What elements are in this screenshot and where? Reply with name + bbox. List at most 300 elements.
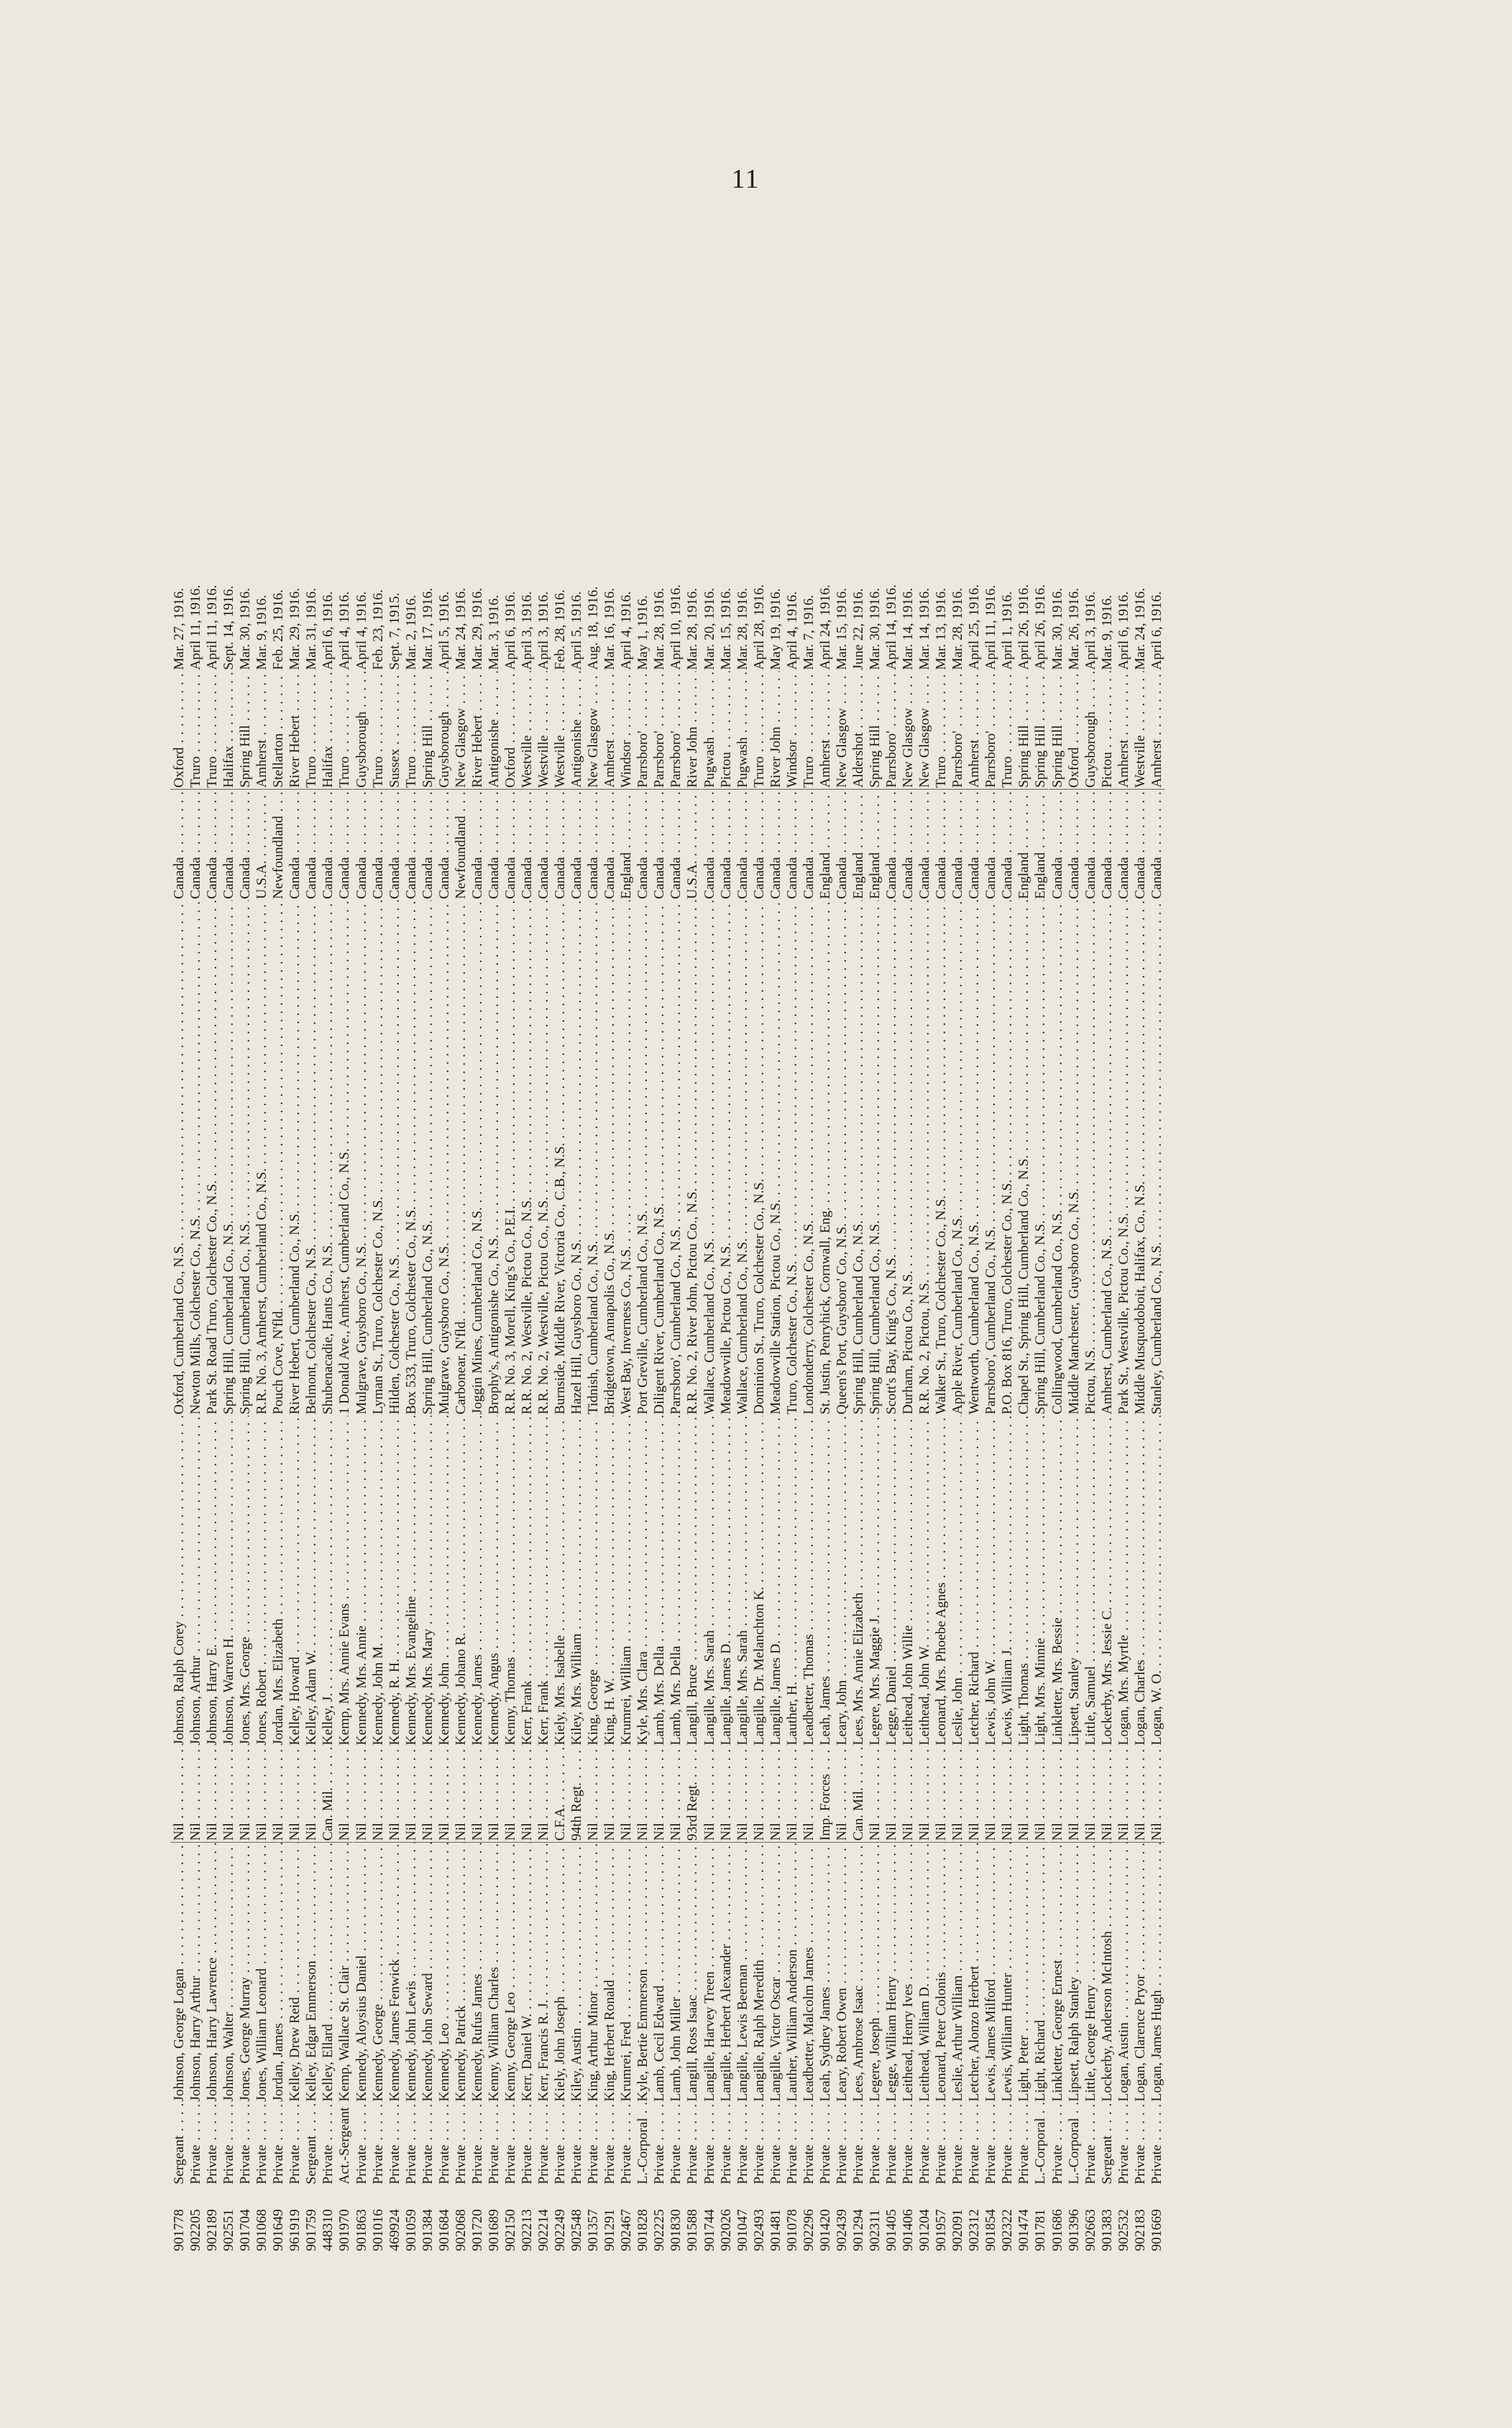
next-of-kin-cell: Kennedy, Angus . . . [485,1416,502,1747]
rank-cell: Private . . . [899,2103,916,2186]
enlistment-date-cell: April 11, 1916. [187,585,204,670]
table-row [535,216,551,2252]
regimental-number-cell: 902205 [187,2209,204,2251]
next-of-kin-cell: Little, Samuel . . . [1082,1416,1099,1747]
birth-country-cell: Canada . . . [634,789,651,900]
former-corps-cell: Nil . . . [336,1747,352,1842]
enlistment-place-cell: Truro . . . [933,671,949,789]
birth-country-cell: Canada . . . [833,789,850,900]
soldier-name-cell: King, Herbert Ronald . . . [601,1842,618,2103]
enlistment-date-cell: Mar. 26, 1916. [1065,588,1081,670]
birth-country-cell: Canada . . . [883,789,899,900]
enlistment-place-cell: Stellarton . . . [270,671,286,789]
enlistment-place-cell: Truro . . . [751,671,767,789]
rank-cell: Private . . . [883,2103,899,2186]
birth-country-cell: Canada . . . [1082,789,1099,900]
next-of-kin-cell: Light, Mrs. Minnie . . . [1032,1416,1048,1747]
former-corps-cell: Can. Mil. . . . [319,1747,336,1842]
enlistment-date-cell: April 14, 1916. [883,584,899,670]
enlistment-date-cell: Feb. 25, 1916. [270,589,286,670]
table-row [170,216,187,2252]
regimental-number-cell: 901778 [170,2209,187,2251]
table-row [618,216,634,2252]
next-of-kin-cell: Logan, Mrs. Myrtle . . . [1115,1416,1132,1747]
enlistment-place-cell: Aldershot . . . [850,671,866,789]
rank-cell: Private . . . [319,2103,336,2186]
table-row [667,216,684,2252]
birth-country-cell: Canada . . . [303,789,319,900]
kin-address-cell: Spring Hill, Cumberland Co., N.S. . . . [866,900,883,1416]
kin-address-cell: 1 Donald Ave., Amherst, Cumberland Co., N.S. . . . [336,900,352,1416]
next-of-kin-cell: Leary, John . . . [833,1416,850,1747]
kin-address-cell: Stanley, Cumberland Co., N.S. . . . [1148,900,1165,1416]
former-corps-cell: Nil . . . [634,1747,651,1842]
next-of-kin-cell: Kyle, Mrs. Clara . . . [634,1416,651,1747]
rank-cell: Private . . . [237,2103,253,2186]
rank-cell: Private . . . [800,2103,817,2186]
birth-country-cell: Canada . . . [386,789,403,900]
kin-address-cell: Wallace, Cumberland Co., N.S. . . . [701,900,718,1416]
rank-cell: Private . . . [270,2103,286,2186]
soldier-name-cell: Leslie, Arthur William . . . [949,1842,966,2103]
regimental-number-cell: 901854 [982,2209,999,2251]
table-row [701,216,718,2252]
former-corps-cell: Nil . . . [718,1747,734,1842]
soldier-name-cell: Legge, William Henry . . . [883,1842,899,2103]
next-of-kin-cell: Johnson, Arthur . . . [187,1416,204,1747]
next-of-kin-cell: Langille, Mrs. Sarah . . . [701,1416,718,1747]
regimental-number-cell: 902249 [551,2209,568,2251]
kin-address-cell: Bridgetown, Annapolis Co., N.S. . . . [601,900,618,1416]
rank-cell: Private . . . [436,2103,452,2186]
kin-address-cell: Wentworth, Cumberland Co., N.S. . . . [966,900,982,1416]
next-of-kin-cell: Kennedy, John M. . . . [370,1416,386,1747]
soldier-name-cell: Logan, James Hugh . . . [1148,1842,1165,2103]
enlistment-place-cell: Truro . . . [999,671,1015,789]
regimental-number-cell: 902183 [1131,2209,1148,2251]
soldier-name-cell: Kennedy, Rufus James . . . [469,1842,485,2103]
rank-cell: Private . . . [767,2103,784,2186]
next-of-kin-cell: Kennedy, Mrs. Evangeline . . . [403,1416,419,1747]
former-corps-cell: Nil . . . [601,1747,618,1842]
soldier-name-cell: Jordan, James . . . [270,1842,286,2103]
rank-cell: Private . . . [502,2103,518,2186]
table-row [982,216,999,2252]
former-corps-cell: Nil . . . [966,1747,982,1842]
birth-country-cell: England . . . [1015,789,1032,900]
soldier-name-cell: Johnson, George Logan . . . [170,1842,187,2103]
kin-address-cell: Collingwood, Cumberland Co., N.S. . . . [1049,900,1065,1416]
former-corps-cell: Nil . . . [353,1747,370,1842]
former-corps-cell: Nil . . . [651,1747,667,1842]
enlistment-date-cell: Mar. 3, 1916. [485,595,501,670]
regimental-number-cell: 901970 [336,2209,352,2251]
former-corps-cell: Nil . . . [253,1747,270,1842]
enlistment-place-cell: New Glasgow . . . [899,671,916,789]
next-of-kin-cell: Kenny, Thomas . . . [502,1416,518,1747]
soldier-name-cell: Kennedy, John Seward . . . [419,1842,436,2103]
enlistment-place-cell: Spring Hill . . . [1049,671,1065,789]
birth-country-cell: Canada . . . [502,789,518,900]
kin-address-cell: Lyman St., Truro, Colchester Co., N.S. . . . [370,900,386,1416]
table-row [634,216,651,2252]
birth-country-cell: Canada . . . [751,789,767,900]
soldier-name-cell: Kemp, Wallace St. Clair . . . [336,1842,352,2103]
next-of-kin-cell: Kelley, Adam W. . . . [303,1416,319,1747]
table-row [916,216,933,2252]
enlistment-date-cell: Mar. 30, 1916. [866,588,882,670]
rank-cell: Private . . . [1082,2103,1099,2186]
enlistment-date-cell: April 10, 1916. [667,584,684,670]
rank-cell: Private . . . [966,2103,982,2186]
regimental-number-cell: 901291 [601,2209,618,2251]
next-of-kin-cell: Johnson, Harry E. . . . [204,1416,220,1747]
regimental-number-cell: 902439 [833,2209,849,2251]
enlistment-date-cell: April 6, 1916. [501,591,518,670]
soldier-name-cell: Johnson, Walter . . . [220,1842,237,2103]
regimental-number-cell: 902225 [651,2209,667,2251]
regimental-number-cell: 902091 [949,2209,966,2251]
birth-country-cell: Canada . . . [319,789,336,900]
regimental-number-cell: 901078 [783,2209,800,2251]
soldier-name-cell: Leadbetter, Malcolm James . . . [800,1842,817,2103]
enlistment-date-cell: May 1, 1916. [634,595,651,670]
table-row [403,216,419,2252]
regimental-number-cell: 901406 [899,2209,916,2251]
former-corps-cell: Nil . . . [1032,1747,1048,1842]
enlistment-date-cell: Aug. 18, 1916. [585,586,601,670]
former-corps-cell: Nil . . . [618,1747,634,1842]
regimental-number-cell: 901016 [369,2209,385,2251]
rank-cell: Private . . . [817,2103,833,2186]
rank-cell: Private . . . [386,2103,403,2186]
next-of-kin-cell: Logan, Charles . . . [1132,1416,1148,1747]
next-of-kin-cell: Lockerby, Mrs. Jessie C. . . . [1099,1416,1115,1747]
kin-address-cell: R.R. No. 3, Amherst, Cumberland Co., N.S. . . . [253,900,270,1416]
enlistment-date-cell: Sept. 7, 1915. [385,592,402,670]
kin-address-cell: Parrsboro', Cumberland Co., N.S. . . . [982,900,999,1416]
enlistment-place-cell: Spring Hill . . . [1015,671,1032,789]
rank-cell: Private . . . [1049,2103,1065,2186]
soldier-name-cell: Kelley, Ellard . . . [319,1842,336,2103]
kin-address-cell: Brophy's, Antigonishe Co., N.S. . . . [485,900,502,1416]
regimental-number-cell: 901059 [402,2209,419,2251]
enlistment-date-cell: April 3, 1916. [535,591,551,670]
regimental-number-cell: 902532 [1114,2209,1131,2251]
kin-address-cell: Pouch Cove, N'fld. . . . [270,900,286,1416]
soldier-name-cell: Kerr, Francis R. J. . . . [535,1842,551,2103]
table-row [485,216,502,2252]
regimental-number-cell: 901383 [1098,2209,1114,2251]
enlistment-place-cell: Sussex . . . [386,671,403,789]
enlistment-date-cell: Feb. 23, 1916. [369,589,385,670]
enlistment-date-cell: May 19, 1916. [766,588,783,670]
rank-cell: Private . . . [286,2103,303,2186]
soldier-name-cell: Kennedy, John Lewis . . . [403,1842,419,2103]
kin-address-cell: Meadowville, Pictou Co., N.S. . . . [718,900,734,1416]
table-row [270,216,286,2252]
kin-address-cell: Spring Hill, Cumberland Co., N.S. . . . [237,900,253,1416]
table-row [751,216,767,2252]
kin-address-cell: Truro, Colchester Co., N.S. . . . [784,900,800,1416]
kin-address-cell: Spring Hill, Cumberland Co., N.S. . . . [850,900,866,1416]
soldier-name-cell: Lamb, John Miller . . . [667,1842,684,2103]
kin-address-cell: Tidnish, Cumberland Co., N.S. . . . [585,900,601,1416]
kin-address-cell: Burnside, Middle River, Victoria Co., C.B., N.S. . . . [551,900,568,1416]
kin-address-cell: R.R. No. 2, Westville, Pictou Co., N.S. . . . [535,900,551,1416]
table-row [817,216,833,2252]
next-of-kin-cell: Letcher, Richard . . . [966,1416,982,1747]
regimental-number-cell: 902548 [568,2209,585,2251]
birth-country-cell: Canada . . . [469,789,485,900]
next-of-kin-cell: Legere, Mrs. Maggie J. . . . [866,1416,883,1747]
regimental-number-cell: 901863 [352,2209,369,2251]
enlistment-date-cell: Sept. 14, 1916. [220,585,237,670]
soldier-name-cell: Linkletter, George Ernest . . . [1049,1842,1065,2103]
rank-cell: Private . . . [535,2103,551,2186]
enlistment-date-cell: April 5, 1916. [568,591,585,670]
enlistment-date-cell: Mar. 28, 1916. [949,588,966,670]
birth-country-cell: Canada . . . [916,789,933,900]
soldier-name-cell: Logan, Austin . . . [1115,1842,1132,2103]
rank-cell: Private . . . [220,2103,237,2186]
soldier-name-cell: Kenny, William Charles . . . [485,1842,502,2103]
kin-address-cell: R.R. No. 2, River John, Pictou Co., N.S. . . . [684,900,700,1416]
enlistment-place-cell: Westville . . . [518,671,535,789]
enlistment-place-cell: Truro . . . [336,671,352,789]
enlistment-place-cell: Halifax . . . [319,671,336,789]
rank-cell: Sergeant . . . [1099,2103,1115,2186]
enlistment-date-cell: Mar. 27, 1916. [170,588,187,670]
soldier-name-cell: Kelley, Edgar Emmerson . . . [303,1842,319,2103]
kin-address-cell: St. Justin, Penryhick, Cornwall, Eng. . . . [817,900,833,1416]
birth-country-cell: Canada . . . [1115,789,1132,900]
regimental-number-cell: 902467 [618,2209,634,2251]
birth-country-cell: Canada . . . [982,789,999,900]
enlistment-place-cell: Amherst . . . [253,671,270,789]
table-row [933,216,949,2252]
enlistment-date-cell: Mar. 14, 1916. [899,588,916,670]
table-row [452,216,469,2252]
kin-address-cell: Mulgrave, Guysboro Co., N.S. . . . [436,900,452,1416]
regimental-number-cell: 901420 [816,2209,833,2251]
enlistment-place-cell: River John . . . [767,671,784,789]
table-row [518,216,535,2252]
birth-country-cell: Canada . . . [535,789,551,900]
enlistment-date-cell: April 26, 1916. [1032,584,1048,670]
birth-country-cell: Canada . . . [1099,789,1115,900]
table-row [883,216,899,2252]
birth-country-cell: U.S.A. . . . [684,789,700,900]
enlistment-date-cell: April 11, 1916. [204,585,220,670]
next-of-kin-cell: Langille, Mrs. Sarah . . . [734,1416,751,1747]
former-corps-cell: Nil . . . [1148,1747,1165,1842]
rank-cell: Private . . . [518,2103,535,2186]
soldier-name-cell: Kerr, Daniel W. . . . [518,1842,535,2103]
enlistment-place-cell: Antigonishe . . . [485,671,502,789]
regimental-number-cell: 901686 [1048,2209,1065,2251]
former-corps-cell: Can. Mil. . . . [850,1747,866,1842]
table-row [684,216,700,2252]
enlistment-date-cell: Mar. 24, 1916. [452,588,468,670]
birth-country-cell: England . . . [850,789,866,900]
regimental-number-cell: 469924 [385,2209,402,2251]
rank-cell: Private . . . [568,2103,585,2186]
enlistment-date-cell: April 4, 1916. [336,591,352,670]
soldier-name-cell: Leithead, Henry Ives . . . [899,1842,916,2103]
enlistment-place-cell: River Hebert . . . [469,671,485,789]
regimental-number-cell: 902026 [717,2209,733,2251]
enlistment-date-cell: Mar. 20, 1916. [700,588,717,670]
former-corps-cell: Nil . . . [303,1747,319,1842]
next-of-kin-cell: Johnson, Warren H. . . . [220,1416,237,1747]
birth-country-cell: Canada . . . [1065,789,1082,900]
table-row [1148,216,1165,2252]
enlistment-date-cell: Mar. 28, 1916. [684,588,700,670]
birth-country-cell: England . . . [1032,789,1048,900]
birth-country-cell: Canada . . . [403,789,419,900]
enlistment-place-cell: Amherst . . . [817,671,833,789]
next-of-kin-cell: Langille, James D. . . . [718,1416,734,1747]
soldier-name-cell: Kennedy, George . . . [370,1842,386,2103]
enlistment-place-cell: Truro . . . [204,671,220,789]
enlistment-date-cell: April 4, 1916. [618,591,634,670]
regimental-number-cell: 961919 [286,2209,303,2251]
former-corps-cell: 94th Regt. . . . [568,1747,585,1842]
birth-country-cell: Canada . . . [949,789,966,900]
birth-country-cell: Canada . . . [718,789,734,900]
enlistment-date-cell: April 6, 1916. [1114,591,1131,670]
regimental-number-cell: 901047 [733,2209,750,2251]
soldier-name-cell: Leonard, Peter Colonis . . . [933,1842,949,2103]
regimental-number-cell: 901649 [270,2209,286,2251]
kin-address-cell: Amherst, Cumberland Co., N.S. . . . [1099,900,1115,1416]
next-of-kin-cell: Langill, Bruce . . . [684,1416,700,1747]
enlistment-place-cell: River Hebert . . . [286,671,303,789]
enlistment-place-cell: Spring Hill . . . [419,671,436,789]
soldier-name-cell: Leary, Robert Owen . . . [833,1842,850,2103]
soldier-name-cell: Kennedy, James Fenwick . . . [386,1842,403,2103]
rank-cell: Private . . . [734,2103,751,2186]
enlistment-date-cell: April 6, 1916. [319,591,336,670]
next-of-kin-cell: Leithead, John Willie . . . [899,1416,916,1747]
rank-cell: Private . . . [982,2103,999,2186]
birth-country-cell: Canada . . . [436,789,452,900]
birth-country-cell: Canada . . . [933,789,949,900]
table-row [1032,216,1048,2252]
birth-country-cell: Canada . . . [1132,789,1148,900]
rank-cell: Private . . . [370,2103,386,2186]
enlistment-date-cell: Mar. 28, 1916. [733,588,750,670]
birth-country-cell: Canada . . . [170,789,187,900]
enlistment-place-cell: New Glasgow . . . [916,671,933,789]
enlistment-date-cell: Mar. 13, 1916. [933,588,949,670]
soldier-name-cell: Lauther, William Anderson . . . [784,1842,800,2103]
enlistment-date-cell: April 3, 1916. [1081,591,1098,670]
kin-address-cell: Shubenacadie, Hants Co., N.S. . . . [319,900,336,1416]
former-corps-cell: Nil . . . [883,1747,899,1842]
enlistment-place-cell: Pictou . . . [1099,671,1115,789]
next-of-kin-cell: Leah, James . . . [817,1416,833,1747]
rank-cell: Sergeant . . . [303,2103,319,2186]
enlistment-date-cell: Mar. 15, 1916. [717,588,733,670]
table-row [237,216,253,2252]
rank-cell: Private . . . [684,2103,700,2186]
enlistment-date-cell: Mar. 29, 1916. [286,588,303,670]
soldier-name-cell: Johnson, Harry Arthur . . . [187,1842,204,2103]
former-corps-cell: Nil . . . [701,1747,718,1842]
table-row [551,216,568,2252]
soldier-name-cell: Langille, Harvey Treen . . . [701,1842,718,2103]
enlistment-place-cell: Spring Hill . . . [237,671,253,789]
kin-address-cell: Chapel St., Spring Hill, Cumberland Co., N.S. . . . [1015,900,1032,1416]
table-row [353,216,370,2252]
enlistment-date-cell: Mar. 30, 1916. [1048,588,1065,670]
rank-cell: Sergeant . . . [170,2103,187,2186]
soldier-name-cell: Kennedy, Aloysius Daniel . . . [353,1842,370,2103]
enlistment-place-cell: Truro . . . [370,671,386,789]
soldier-name-cell: Kiely, John Joseph . . . [551,1842,568,2103]
former-corps-cell: Nil . . . [386,1747,403,1842]
enlistment-place-cell: Parrsboro' . . . [982,671,999,789]
enlistment-place-cell: Truro . . . [187,671,204,789]
kin-address-cell: Durham, Pictou Co., N.S. . . . [899,900,916,1416]
birth-country-cell: Canada . . . [187,789,204,900]
kin-address-cell: Hazel Hill, Guysboro Co., N.S. . . . [568,900,585,1416]
kin-address-cell: Queen's Port, Guysboro' Co., N.S. . . . [833,900,850,1416]
kin-address-cell: Joggin Mines, Cumberland Co., N.S. . . . [469,900,485,1416]
rank-cell: Private . . . [751,2103,767,2186]
birth-country-cell: Canada . . . [370,789,386,900]
next-of-kin-cell: Leadbetter, Thomas . . . [800,1416,817,1747]
next-of-kin-cell: Jordan, Mrs. Elizabeth . . . [270,1416,286,1747]
next-of-kin-cell: Kelley, Howard . . . [286,1416,303,1747]
next-of-kin-cell: King, George . . . [585,1416,601,1747]
soldier-name-cell: Kennedy, Patrick . . . [452,1842,469,2103]
soldier-name-cell: Lockerby, Anderson McIntosh . . . [1099,1842,1115,2103]
enlistment-date-cell: Mar. 9, 1916. [1098,595,1114,670]
rank-cell: L.-Corporal . . . [1065,2103,1082,2186]
kin-address-cell: Carbonear, N'fld. . . . [452,900,469,1416]
former-corps-cell: Nil . . . [286,1747,303,1842]
kin-address-cell: Walker St., Truro, Colchester Co., N.S. . . . [933,900,949,1416]
former-corps-cell: Nil . . . [833,1747,850,1842]
enlistment-place-cell: Amherst . . . [1148,671,1165,789]
kin-address-cell: Newton Mills, Colchester Co., N.S. . . . [187,900,204,1416]
kin-address-cell: R.R. No. 2, Pictou, N.S. . . . [916,900,933,1416]
rank-cell: Private . . . [1148,2103,1165,2186]
next-of-kin-cell: Krumrei, William . . . [618,1416,634,1747]
table-row [651,216,667,2252]
next-of-kin-cell: Leonard, Mrs. Phoebe Agnes . . . [933,1416,949,1747]
table-row [767,216,784,2252]
birth-country-cell: England . . . [866,789,883,900]
soldier-name-cell: Lewis, William Hunter . . . [999,1842,1015,2103]
table-row [502,216,518,2252]
kin-address-cell: Londonderry, Colchester Co., N.S. . . . [800,900,817,1416]
next-of-kin-cell: King, H. W. . . . [601,1416,618,1747]
regimental-number-cell: 901357 [585,2209,601,2251]
enlistment-place-cell: Pugwash . . . [701,671,718,789]
next-of-kin-cell: Leslie, John . . . [949,1416,966,1747]
regimental-number-cell: 902551 [220,2209,237,2251]
kin-address-cell: P.O. Box 816, Truro, Colchester Co., N.S. . . . [999,900,1015,1416]
former-corps-cell: Nil . . . [502,1747,518,1842]
regimental-number-cell: 901068 [253,2209,270,2251]
former-corps-cell: Nil . . . [237,1747,253,1842]
birth-country-cell: Canada . . . [601,789,618,900]
former-corps-cell: Nil . . . [436,1747,452,1842]
